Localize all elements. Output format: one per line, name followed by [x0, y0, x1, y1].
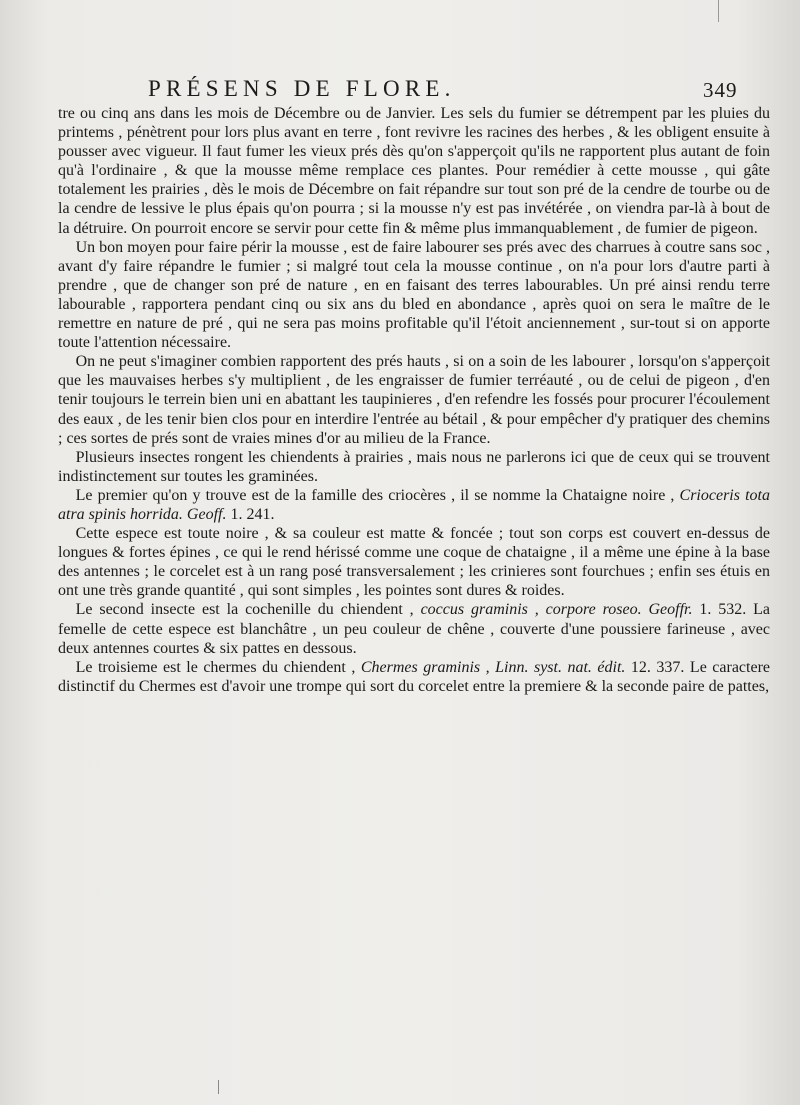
paragraph-text: Cette espece est toute noire , & sa couleur est matte & foncée ; tout son corps est couvert en-dessus de longues & fortes épines , ce qui le rend hérissé comme une coque de chataigne , il a même une épine à la base des antennes ; le corcelet est à un rang posé transversalement ; les crinieres sont fourchues ; enfin ses étuis en ont une très grande quantité , qui sont simples , les pointes sont dures & roides. — [58, 525, 770, 600]
paragraph — [58, 524, 770, 600]
body-text — [58, 104, 770, 696]
paragraph — [58, 238, 770, 353]
paragraph — [58, 486, 770, 524]
paragraph-text: 1. 241. — [226, 505, 275, 523]
gutter-mark — [218, 1080, 219, 1094]
paragraph — [58, 600, 770, 657]
italic-citation: Crioceris tota atra spinis horrida. Geoff. — [58, 486, 770, 523]
paragraph-text: Le premier qu'on y trouve est de la famille des criocères , il se nomme la Chataigne noire , — [75, 486, 680, 504]
paragraph-text: tre ou cinq ans dans les mois de Décembre ou de Janvier. Les sels du fumier se détrempent par les pluies du printems , pénètrent pour lors plus avant en terre , font revivre les racines des herbes , & les obligent ensuite à pousser avec vigueur. Il faut fumer les vieux prés dès qu'on s'apperçoit qu'ils ne rapportent plus autant de foin qu'à l'ordinaire , & que la mousse même remplace ces plantes. Pour remédier à cette mousse , qui gâte totalement les prairies , dès le mois de Décembre on fait répandre sur tout son pré de la cendre de tourbe ou de la cendre de lessive le plus épais qu'on pourra ; si la mousse n'y est pas invétérée , on viendra par-là à bout de la détruire. On pourroit encore se servir pour cette fin & même plus immanquablement , de fumier de pigeon. — [58, 105, 770, 237]
paragraph-text: Un bon moyen pour faire périr la mousse , est de faire labourer ses prés avec des charrues à coutre sans soc , avant d'y faire répandre le fumier ; si malgré tout cela la mousse continue , on n'a pour lors d'autre parti à prendre , que de changer son pré de nature , en en faisant des terres labourables. Un pré ainsi rendu terre labourable , rapportera pendant cinq ou six ans du bled en abondance , après quoi on sera le maître de le remettre en nature de pré , qui ne sera pas moins profitable qu'il l'étoit anciennement , sur-tout si on apporte toute l'attention nécessaire. — [58, 238, 770, 352]
paragraph-text: 12. 337. Le caractere distinctif du Chermes est d'avoir une trompe qui sort du corcelet entre la premiere & la seconde paire de pattes, — [58, 658, 771, 695]
paragraph — [58, 658, 770, 696]
paragraph-text: Plusieurs insectes rongent les chiendents à prairies , mais nous ne parlerons ici que de ceux qui se trouvent indistinctement sur toutes les graminées. — [58, 448, 770, 485]
page-header — [0, 76, 800, 106]
paragraph-text: On ne peut s'imaginer combien rapportent des prés hauts , si on a soin de les labourer , lorsqu'on s'apperçoit que les mauvaises herbes s'y multiplient , de les engraisser de fumier terréauté , ou de celui de pigeon , d'en tenir toujours le terrein bien uni en abattant les taupinieres , d'en refendre les fossés pour procurer l'écoulement des eaux , de les tenir bien clos pour en interdire l'entrée au bétail , & pour empêcher d'y pratiquer des chemins ; ces sortes de prés sont de vraies mines d'or au milieu de la France. — [58, 353, 770, 447]
paragraph-text: Le troisieme est le chermes du chiendent , — [75, 658, 361, 676]
running-title: PRÉSENS DE FLORE. — [148, 76, 456, 101]
italic-citation: Chermes graminis , Linn. syst. nat. édit. — [360, 658, 626, 676]
paragraph-text: Le second insecte est la cochenille du chiendent , — [75, 601, 421, 619]
paragraph-text: 1. 532. La femelle de cette espece est blanchâtre , un peu couleur de chêne , couverte d'une poussiere farineuse , avec deux antennes courtes & six pattes en dessous. — [58, 601, 771, 657]
italic-citation: coccus graminis , corpore roseo. Geoffr. — [420, 601, 693, 619]
gutter-mark — [718, 0, 719, 22]
page-number: 349 — [703, 78, 738, 102]
paragraph — [58, 352, 770, 447]
paragraph — [58, 448, 770, 486]
paragraph — [58, 104, 770, 238]
